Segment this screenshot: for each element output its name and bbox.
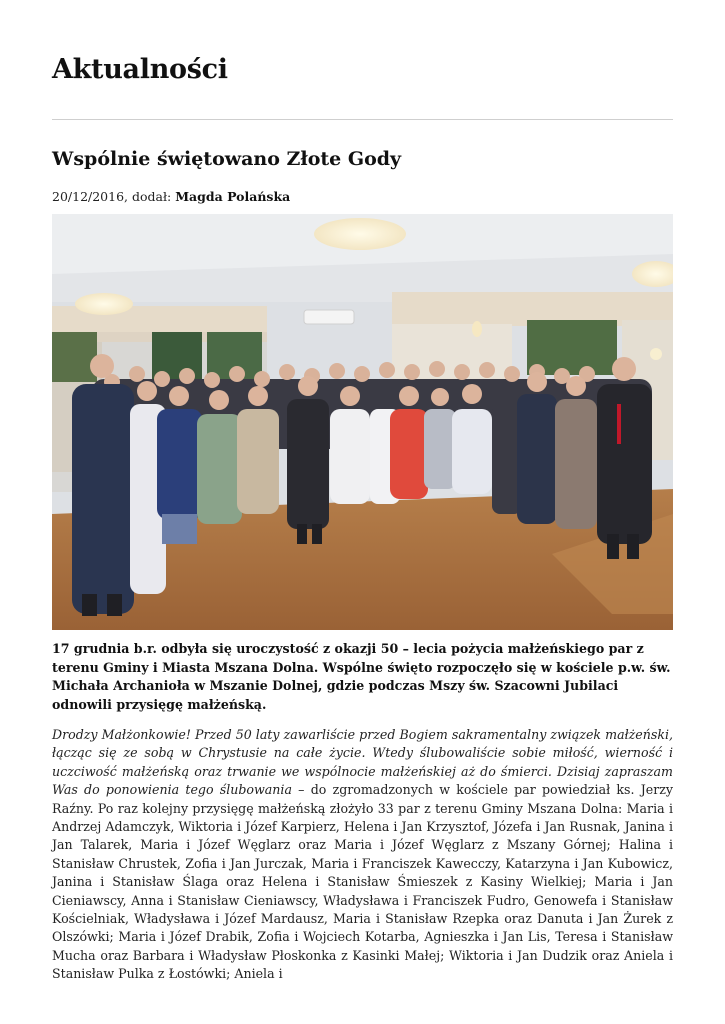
article-lead: 17 grudnia b.r. odbyła się uroczystość z okazji 50 – lecia pożycia małżeńskiego par z terenu Gminy i Miasta Mszana Dolna. Wspólne święto rozpoczęło się w kościele p.w. św. Michała Archanioła w Mszanie Dolnej, gdzie podczas Mszy św. Szacowni Jubilaci odnowili przysięgę małżeńską.	[52, 641, 671, 712]
article-meta	[52, 189, 290, 204]
article-photo[interactable]	[52, 214, 673, 630]
article-author: Magda Polańska	[175, 189, 291, 204]
added-by-label: , dodał:	[124, 189, 176, 204]
article-body	[52, 726, 673, 984]
article-quote: Drodzy Małżonkowie! Przed 50 laty zawarliście przed Bogiem sakramentalny związek małżeński, łącząc się ze sobą w Chrystusie na całe życie. Wtedy ślubowaliście sobie miłość, wierność i uczciwość małżeńską oraz trwanie we wspólnocie małżeńskiej aż do śmierci. Dzisiaj zapraszam Was do ponowienia tego ślubowania	[52, 727, 673, 798]
section-title: Aktualności	[52, 54, 228, 85]
article-body-text: – do zgromadzonych w kościele par powiedział ks. Jerzy Raźny. Po raz kolejny przysięgę małżeńską złożyło 33 par z terenu Gminy Mszana Dolna: Maria i Andrzej Adamczyk, Wiktoria i Józef Karpierz, Helena i Jan Krzysztof, Józefa i Jan Rusnak, Janina i Jan Talarek, Maria i Józef Węglarz oraz Maria i Józef Węglarz z Mszany Górnej; Halina i Stanisław Chrustek, Zofia i Jan Jurczak, Maria i Franciszek Kawecczy, Katarzyna i Jan Kubowicz, Janina i Stanisław Ślaga oraz Helena i Stanisław Śmieszek z Kasiny Wielkiej; Maria i Jan Cieniawscy, Anna i Stanisław Cieniawscy, Władysława i Franciszek Fudro, Genowefa i Stanisław Kościelniak, Władysława i Józef Mardausz, Maria i Stanisław Rzepka oraz Danuta i Jan Żurek z Olszówki; Maria i Józef Drabik, Zofia i Wojciech Kotarba, Agnieszka i Jan Lis, Teresa i Stanisław Mucha oraz Barbara i Władysław Płoskonka z Kasinki Małej; Wiktoria i Jan Dudzik oraz Aniela i Stanisław Pulka z Łostówki; Aniela i	[52, 782, 673, 982]
article-title[interactable]: Wspólnie świętowano Złote Gody	[52, 148, 402, 170]
article-date: 20/12/2016	[52, 189, 125, 204]
divider	[52, 119, 673, 120]
